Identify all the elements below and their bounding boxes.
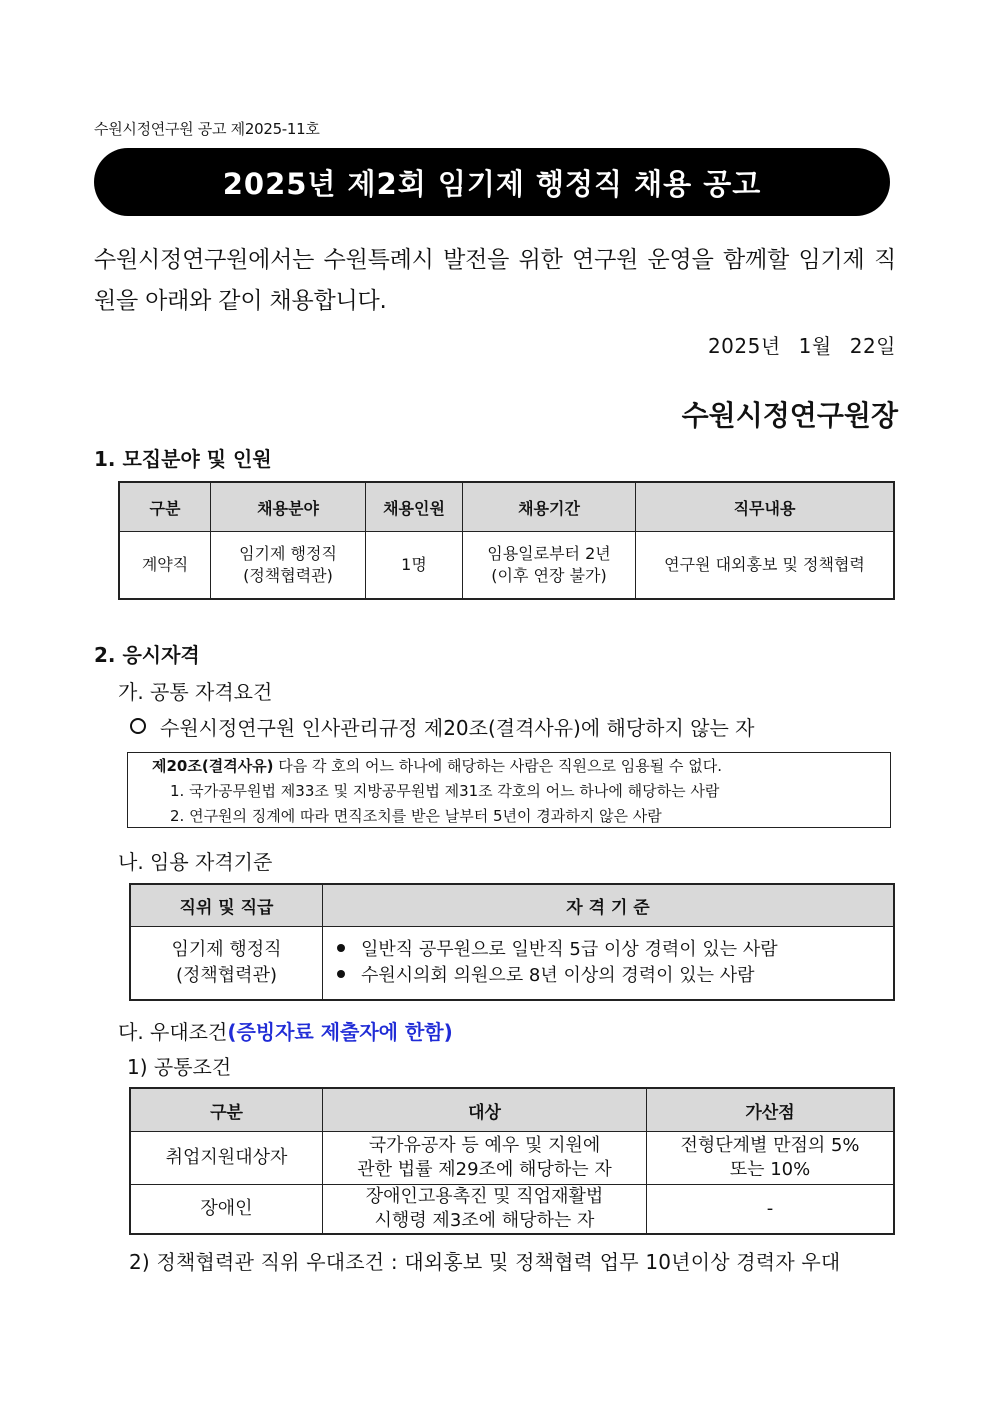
- header-period: 채용기간: [463, 482, 636, 532]
- position-line1: 임기제 행정직: [171, 939, 282, 960]
- sub-heading-c2: 2) 정책협력관 직위 우대조건 : 대외홍보 및 정책협력 업무 10년이상 경력자 우대: [129, 1250, 841, 1274]
- cell-pref-points: [647, 1132, 895, 1185]
- table-row: [119, 532, 894, 600]
- period-line2: (이후 연장 불가): [491, 566, 607, 585]
- sub-heading-b: 나. 임용 자격기준: [118, 850, 273, 874]
- target-line1: 국가유공자 등 예우 및 지원에: [368, 1135, 601, 1156]
- cell-pref-type: 취업지원대상자: [130, 1132, 323, 1185]
- rule-line: [152, 754, 890, 779]
- sub-heading-c-text: 다. 우대조건: [118, 1020, 228, 1044]
- sub-heading-c: [118, 1016, 453, 1045]
- table-header-row: [130, 884, 894, 927]
- cell-pref-type: 장애인: [130, 1185, 323, 1235]
- cell-field: [211, 532, 366, 600]
- circle-item-text: 수원시정연구원 인사관리규정 제20조(결격사유)에 해당하지 않는 자: [160, 716, 755, 740]
- notice-number: 수원시정연구원 공고 제2025-11호: [94, 120, 320, 138]
- cell-count: 1명: [366, 532, 463, 600]
- list-item: [337, 937, 889, 963]
- header-pref-points: 가산점: [647, 1088, 895, 1132]
- points-line2: 또는 10%: [729, 1159, 811, 1180]
- circle-bullet-icon: [130, 718, 146, 734]
- circle-item: [130, 712, 754, 741]
- target-line2: 시행령 제3조에 해당하는 자: [374, 1210, 595, 1231]
- field-line2: (정책협력관): [243, 566, 333, 585]
- criteria-item-1: 일반직 공무원으로 일반직 5급 이상 경력이 있는 사람: [361, 939, 778, 960]
- cell-pref-target: [323, 1132, 647, 1185]
- sub-heading-a: 가. 공통 자격요건: [118, 680, 273, 704]
- header-count: 채용인원: [366, 482, 463, 532]
- page-title: 2025년 제2회 임기제 행정직 채용 공고: [222, 166, 762, 201]
- recruitment-table: [118, 481, 895, 600]
- cell-position: [130, 927, 323, 1001]
- preference-table: [129, 1087, 895, 1235]
- table-row: [130, 1132, 894, 1185]
- bullet-icon: [337, 970, 345, 978]
- section2-heading: 2. 응시자격: [94, 643, 200, 667]
- header-pref-type: 구분: [130, 1088, 323, 1132]
- sub-heading-c1: 1) 공통조건: [127, 1055, 232, 1079]
- date-year: 2025년: [707, 334, 781, 358]
- header-field: 채용분야: [211, 482, 366, 532]
- target-line2: 관한 법률 제29조에 해당하는 자: [357, 1159, 612, 1180]
- table-row: [130, 927, 894, 1001]
- date-day: 22일: [849, 334, 896, 358]
- header-position: 직위 및 직급: [130, 884, 323, 927]
- cell-pref-points: [647, 1185, 895, 1235]
- list-item: [337, 963, 889, 989]
- rule-item-1: 1. 국가공무원법 제33조 및 지방공무원법 제31조 각호의 어느 하나에 해당하는 사람: [170, 782, 720, 800]
- header-criteria: 자 격 기 준: [323, 884, 895, 927]
- table-header-row: [119, 482, 894, 532]
- section1-heading: 1. 모집분야 및 인원: [94, 447, 272, 471]
- field-line1: 임기제 행정직: [239, 544, 337, 563]
- table-header-row: [130, 1088, 894, 1132]
- bullet-icon: [337, 944, 345, 952]
- criteria-table: [129, 883, 895, 1001]
- intro-paragraph: 수원시정연구원에서는 수원특례시 발전을 위한 연구원 운영을 함께할 임기제 직원을 아래와 같이 채용합니다.: [94, 247, 896, 314]
- signer: 수원시정연구원장: [681, 399, 898, 432]
- header-type: 구분: [119, 482, 211, 532]
- target-line1: 장애인고용촉진 및 직업재활법: [365, 1186, 604, 1207]
- points-line1: 전형단계별 만점의 5%: [680, 1135, 860, 1156]
- rule-item-2: 2. 연구원의 징계에 따라 면직조치를 받은 날부터 5년이 경과하지 않은 사람: [170, 807, 662, 825]
- criteria-item-2: 수원시의회 의원으로 8년 이상의 경력이 있는 사람: [361, 965, 755, 986]
- position-line2: (정책협력관): [176, 965, 277, 986]
- table-row: [130, 1185, 894, 1235]
- sub-heading-c-highlight: (증빙자료 제출자에 한함): [227, 1020, 453, 1044]
- title-banner: [94, 148, 890, 216]
- header-pref-target: 대상: [323, 1088, 647, 1132]
- notice-date: [708, 330, 896, 359]
- cell-duty: 연구원 대외홍보 및 정책협력: [636, 532, 895, 600]
- rule-title: 제20조(결격사유): [152, 757, 274, 775]
- date-month: 1월: [798, 334, 832, 358]
- period-line1: 임용일로부터 2년: [487, 544, 611, 563]
- rule-box: [127, 752, 891, 828]
- cell-period: [463, 532, 636, 600]
- cell-type: 계약직: [119, 532, 211, 600]
- points-line1: -: [766, 1198, 774, 1219]
- header-duty: 직무내용: [636, 482, 895, 532]
- cell-pref-target: [323, 1185, 647, 1235]
- cell-criteria: [323, 927, 895, 1001]
- rule-text: 다음 각 호의 어느 하나에 해당하는 사람은 직원으로 임용될 수 없다.: [273, 757, 722, 775]
